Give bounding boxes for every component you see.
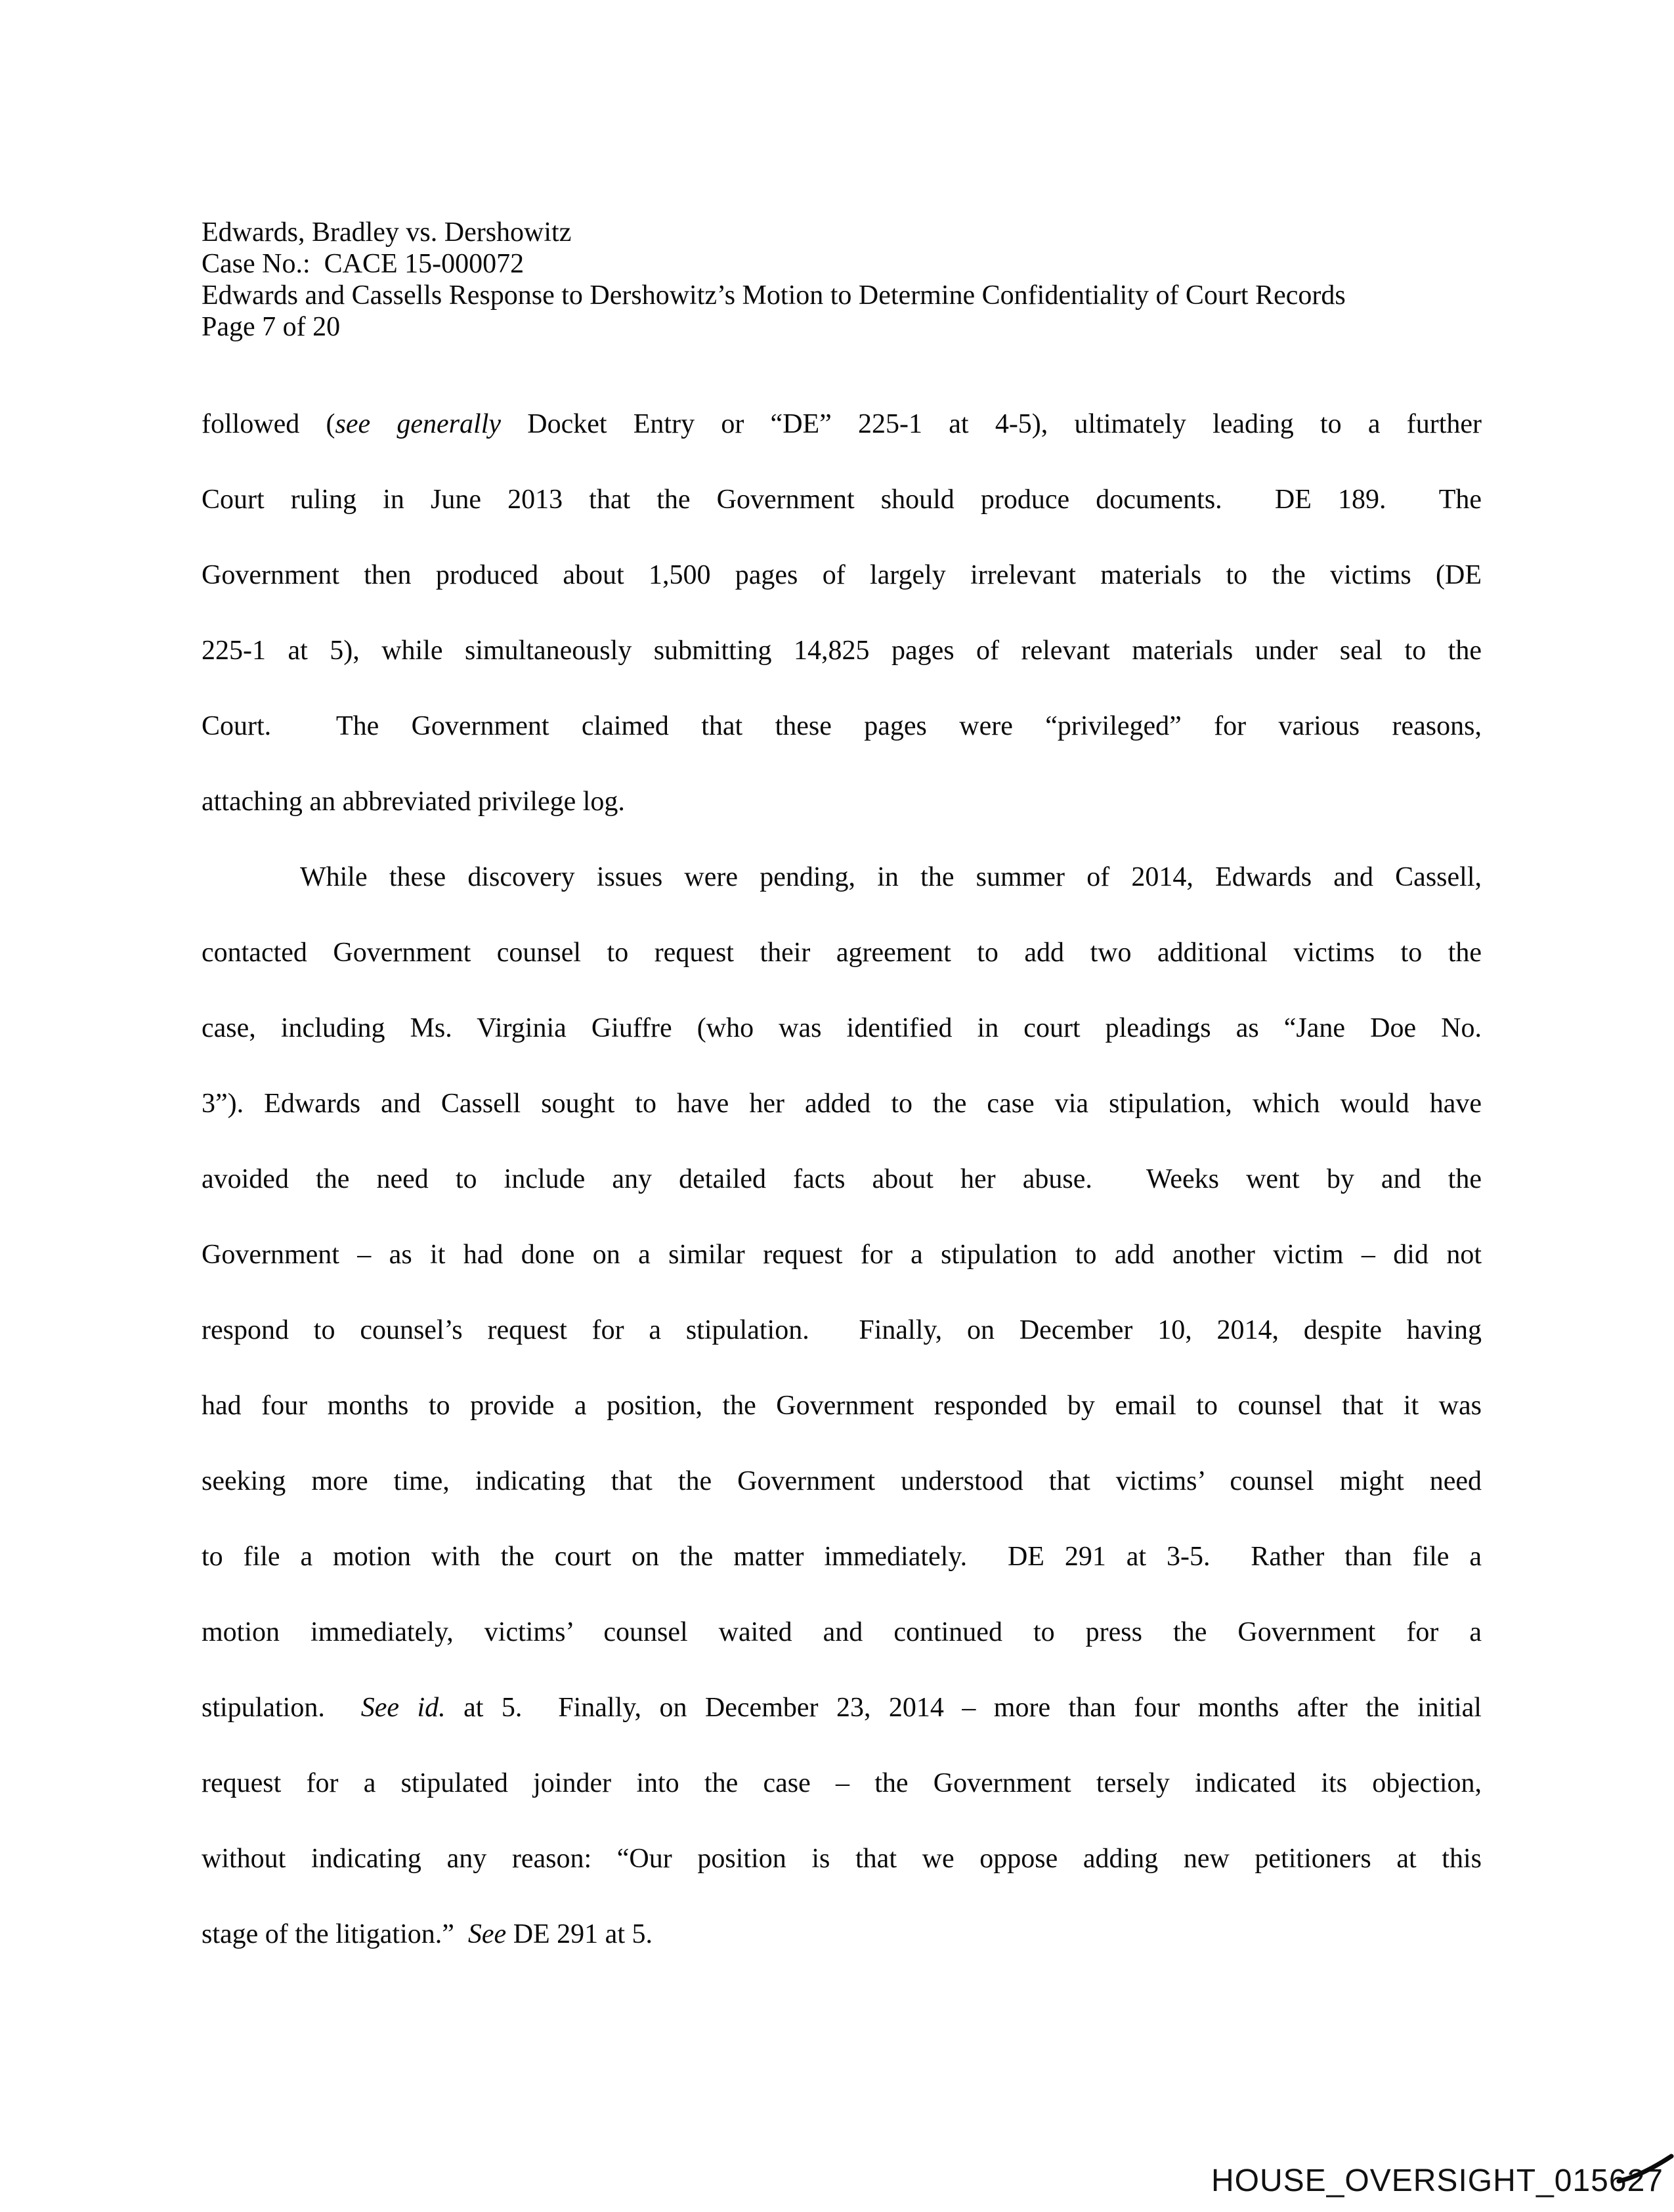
body-line: motion immediately, victims’ counsel waited and continued to press the Government for a — [202, 1617, 1482, 1647]
body-line: Government then produced about 1,500 pages of largely irrelevant materials to the victims (DE — [202, 560, 1482, 590]
body-line: attaching an abbreviated privilege log. — [202, 787, 625, 817]
header-case-number: Case No.: CACE 15-000072 — [202, 249, 525, 279]
body-line: avoided the need to include any detailed facts about her abuse. Weeks went by and the — [202, 1164, 1482, 1194]
body-line: 3”). Edwards and Cassell sought to have her added to the case via stipulation, which would have — [202, 1089, 1482, 1119]
body-line: to file a motion with the court on the matter immediately. DE 291 at 3-5. Rather than file a — [202, 1542, 1482, 1572]
header-document-title: Edwards and Cassells Response to Dershowitz’s Motion to Determine Confidentiality of Court Records — [202, 280, 1346, 311]
body-line: 225-1 at 5), while simultaneously submitting 14,825 pages of relevant materials under seal to the — [202, 636, 1482, 666]
header-page-number: Page 7 of 20 — [202, 312, 341, 342]
body-line: case, including Ms. Virginia Giuffre (who was identified in court pleadings as “Jane Doe No. — [202, 1013, 1482, 1043]
scan-artifact-mark — [1615, 2140, 1674, 2186]
body-lines — [202, 387, 1482, 1972]
body-line: seeking more time, indicating that the Government understood that victims’ counsel might need — [202, 1466, 1482, 1496]
body-line: Government – as it had done on a similar request for a stipulation to add another victim – did not — [202, 1240, 1482, 1270]
body-line: Court. The Government claimed that these pages were “privileged” for various reasons, — [202, 711, 1482, 741]
body-line: request for a stipulated joinder into the case – the Government tersely indicated its objection, — [202, 1768, 1482, 1798]
body-line: stipulation. See id. at 5. Finally, on December 23, 2014 – more than four months after the initial — [202, 1693, 1482, 1723]
document-header — [202, 217, 1514, 343]
body-line: without indicating any reason: “Our position is that we oppose adding new petitioners at this — [202, 1844, 1482, 1874]
bates-number: HOUSE_OVERSIGHT_015627 — [1211, 2163, 1663, 2198]
body-line: followed (see generally Docket Entry or “DE” 225-1 at 4-5), ultimately leading to a further — [202, 409, 1482, 439]
body-line: Court ruling in June 2013 that the Government should produce documents. DE 189. The — [202, 485, 1482, 515]
body-line: had four months to provide a position, the Government responded by email to counsel that it was — [202, 1391, 1482, 1421]
header-case-title: Edwards, Bradley vs. Dershowitz — [202, 217, 572, 248]
body-line: While these discovery issues were pending, in the summer of 2014, Edwards and Cassell, — [300, 862, 1482, 892]
body-line: respond to counsel’s request for a stipulation. Finally, on December 10, 2014, despite having — [202, 1315, 1482, 1345]
body-line: stage of the litigation.” See DE 291 at 5. — [202, 1919, 653, 1949]
body-line: contacted Government counsel to request their agreement to add two additional victims to the — [202, 938, 1482, 968]
